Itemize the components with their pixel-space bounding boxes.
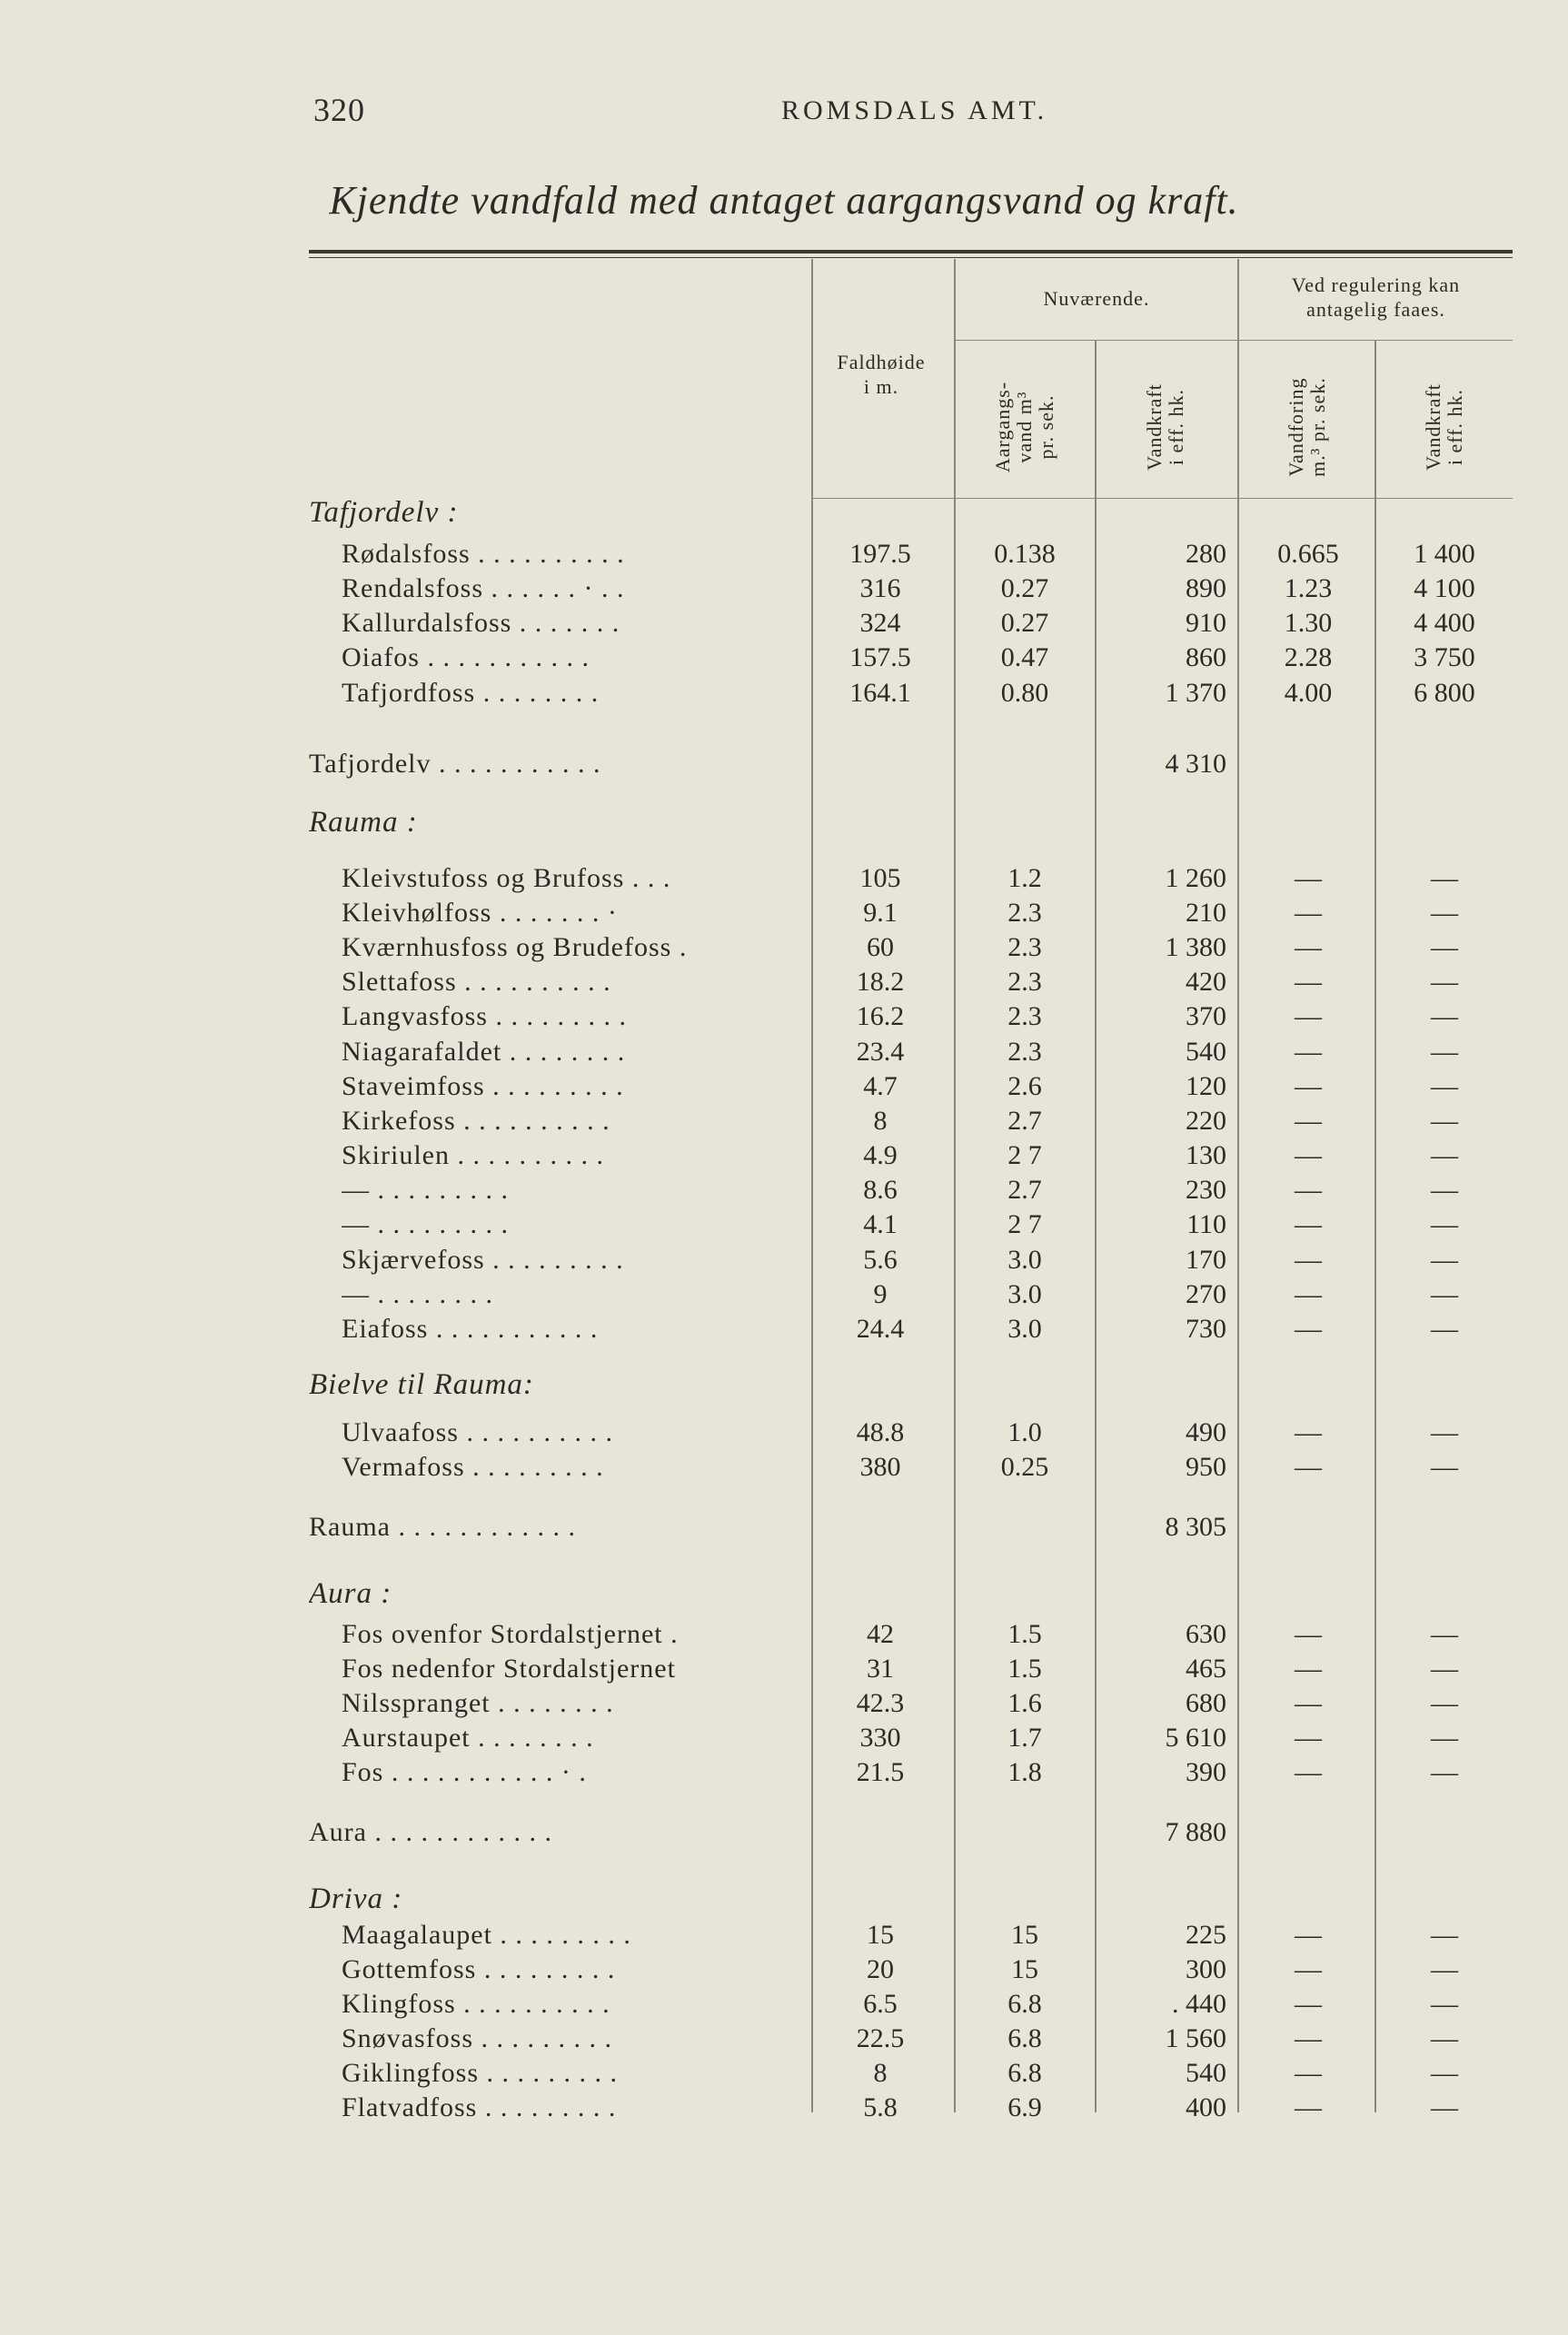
faldhoide-cell: 324 [859,608,901,638]
waterfall-name: Tafjordelv . . . . . . . . . . . [309,749,601,779]
vandkraft-regulert-cell: — [1431,1245,1458,1275]
vandkraft-cell: 890 [1186,573,1226,603]
page-number: 320 [313,92,365,128]
vandkraft-cell: 420 [1186,967,1226,997]
waterfall-name: Fos nedenfor Stordalstjernet [342,1654,676,1684]
vandkraft-regulert-cell: — [1431,1757,1458,1787]
vandforing-cell: — [1295,1989,1322,2019]
section-heading [0,1576,1568,1612]
waterfall-name: Kværnhusfoss og Brudefoss . [342,932,688,962]
table-row [0,675,1568,710]
waterfall-name: Kleivstufoss og Brufoss . . . [342,863,671,893]
aargangsvand-cell: 3.0 [1007,1314,1042,1344]
aargangsvand-cell: 2.7 [1007,1175,1042,1205]
header-rule-thin [309,257,1513,258]
aargangsvand-cell: 1.0 [1007,1417,1042,1447]
total-vandkraft-cell: 8 305 [1165,1512,1226,1542]
vandkraft-regulert-cell: — [1431,1452,1458,1482]
faldhoide-cell: 4.1 [863,1209,898,1239]
table-row [0,1651,1568,1686]
vandforing-cell: — [1295,1723,1322,1753]
vandkraft-cell: 400 [1186,2092,1226,2122]
vandkraft-regulert-cell: — [1431,967,1458,997]
aargangsvand-cell: 2 7 [1007,1140,1042,1170]
waterfall-name: Kleivhølfoss . . . . . . . · [342,898,618,928]
vandkraft-regulert-cell: — [1431,2023,1458,2053]
total-vandkraft-cell: 7 880 [1165,1817,1226,1847]
table-row [0,999,1568,1034]
vandkraft-regulert-cell: — [1431,1001,1458,1031]
vandkraft-regulert-cell: — [1431,1106,1458,1136]
table-row [0,860,1568,896]
vandkraft-regulert-cell: 1 400 [1414,539,1475,569]
vandkraft-cell: 730 [1186,1314,1226,1344]
vandkraft-cell: 950 [1186,1452,1226,1482]
faldhoide-cell: 8.6 [863,1175,898,1205]
faldhoide-cell: 8 [873,2058,888,2088]
table-row [0,1616,1568,1652]
vandforing-cell: — [1295,1245,1322,1275]
faldhoide-cell: 16.2 [856,1001,905,1031]
vandforing-cell: — [1295,1001,1322,1031]
faldhoide-cell: 23.4 [856,1037,905,1067]
table-row [0,1207,1568,1242]
table-row [0,1034,1568,1069]
vandkraft-regulert-cell: — [1431,2058,1458,2088]
vandforing-cell: — [1295,967,1322,997]
header-ved-regulering: Ved regulering kan antagelig faaes. [1291,273,1461,321]
vandkraft-cell: 220 [1186,1106,1226,1136]
vandforing-cell: 0.665 [1277,539,1339,569]
vandforing-cell: — [1295,1175,1322,1205]
total-row [0,1509,1568,1545]
faldhoide-cell: 31 [867,1654,894,1684]
waterfall-name: Skjærvefoss . . . . . . . . . [342,1245,624,1275]
faldhoide-cell: 18.2 [856,967,905,997]
faldhoide-cell: 9 [873,1279,888,1309]
table-row [0,1986,1568,2022]
section-heading [0,495,1568,531]
table-row [0,1917,1568,1952]
vandkraft-cell: 130 [1186,1140,1226,1170]
section-heading [0,1882,1568,1917]
vandkraft-regulert-cell: 6 800 [1414,678,1475,708]
vandkraft-cell: 120 [1186,1071,1226,1101]
vandkraft-cell: 225 [1186,1920,1226,1950]
header-vandforing: Vandforing m.³ pr. sek. [1285,377,1329,477]
faldhoide-cell: 330 [859,1723,901,1753]
vandforing-cell: — [1295,1209,1322,1239]
vandkraft-regulert-cell: 4 100 [1414,573,1475,603]
faldhoide-cell: 15 [867,1920,894,1950]
faldhoide-cell: 20 [867,1954,894,1984]
vandkraft-cell: 680 [1186,1688,1226,1718]
table-row [0,929,1568,965]
aargangsvand-cell: 6.8 [1007,2058,1042,2088]
vandforing-cell: 2.28 [1284,642,1333,672]
waterfall-name: Kirkefoss . . . . . . . . . . [342,1106,610,1136]
vandkraft-regulert-cell: — [1431,2092,1458,2122]
vandforing-cell: — [1295,1688,1322,1718]
table-row [0,1720,1568,1755]
waterfall-name: Bielve til Rauma: [309,1368,534,1401]
aargangsvand-cell: 6.8 [1007,1989,1042,2019]
aargangsvand-cell: 2.3 [1007,1001,1042,1031]
vandforing-cell: — [1295,1654,1322,1684]
vandkraft-cell: 280 [1186,539,1226,569]
faldhoide-cell: 157.5 [849,642,911,672]
vandkraft-cell: . 440 [1172,1989,1226,2019]
waterfall-name: Rødalsfoss . . . . . . . . . . [342,539,625,569]
aargangsvand-cell: 3.0 [1007,1245,1042,1275]
waterfall-name: Eiafoss . . . . . . . . . . . [342,1314,599,1344]
waterfall-name: Oiafos . . . . . . . . . . . [342,642,590,672]
header-vandkraft-regulert: Vandkraft i eff. hk. [1422,383,1466,471]
aargangsvand-cell: 0.47 [1000,642,1049,672]
table-row [0,2090,1568,2125]
aargangsvand-cell: 1.7 [1007,1723,1042,1753]
vandforing-cell: — [1295,1417,1322,1447]
vandforing-cell: — [1295,1071,1322,1101]
vandforing-cell: — [1295,1140,1322,1170]
vandforing-cell: — [1295,1106,1322,1136]
waterfall-name: Aurstaupet . . . . . . . . [342,1723,594,1753]
waterfall-name: Slettafoss . . . . . . . . . . [342,967,611,997]
vandkraft-cell: 210 [1186,898,1226,928]
vandkraft-cell: 1 560 [1165,2023,1226,2053]
vandkraft-regulert-cell: — [1431,1619,1458,1649]
vandkraft-cell: 390 [1186,1757,1226,1787]
waterfall-name: Tafjordelv : [309,496,459,529]
vandkraft-regulert-cell: — [1431,863,1458,893]
table-row [0,1172,1568,1207]
faldhoide-cell: 24.4 [856,1314,905,1344]
vandforing-cell: — [1295,1314,1322,1344]
aargangsvand-cell: 0.27 [1000,608,1049,638]
vandforing-cell: 1.23 [1284,573,1333,603]
vandkraft-regulert-cell: — [1431,1920,1458,1950]
waterfall-name: — . . . . . . . . [342,1279,493,1309]
aargangsvand-cell: 1.5 [1007,1619,1042,1649]
waterfall-name: Staveimfoss . . . . . . . . . [342,1071,624,1101]
header-nuvaerende: Nuværende. [1043,287,1150,310]
vandkraft-regulert-cell: — [1431,1723,1458,1753]
vandforing-cell: — [1295,1757,1322,1787]
waterfall-name: Niagarafaldet . . . . . . . . [342,1037,626,1067]
vandkraft-cell: 630 [1186,1619,1226,1649]
aargangsvand-cell: 6.8 [1007,2023,1042,2053]
waterfall-name: Aura : [309,1577,392,1610]
faldhoide-cell: 8 [873,1106,888,1136]
vandkraft-cell: 170 [1186,1245,1226,1275]
vandkraft-regulert-cell: — [1431,898,1458,928]
table-row [0,1138,1568,1173]
waterfall-name: Giklingfoss . . . . . . . . . [342,2058,619,2088]
vandkraft-cell: 1 370 [1165,678,1226,708]
vandkraft-cell: 540 [1186,2058,1226,2088]
faldhoide-cell: 22.5 [856,2023,905,2053]
table-row [0,1311,1568,1346]
faldhoide-cell: 21.5 [856,1757,905,1787]
vandkraft-cell: 1 380 [1165,932,1226,962]
vandkraft-regulert-cell: 3 750 [1414,642,1475,672]
total-row [0,1814,1568,1850]
vandforing-cell: — [1295,1619,1322,1649]
vandforing-cell: — [1295,932,1322,962]
waterfall-name: Fos ovenfor Stordalstjernet . [342,1619,679,1649]
vandkraft-cell: 110 [1186,1209,1226,1239]
vandforing-cell: — [1295,2092,1322,2122]
vandkraft-regulert-cell: — [1431,1688,1458,1718]
table-row [0,536,1568,571]
table-row [0,1103,1568,1138]
faldhoide-cell: 60 [867,932,894,962]
aargangsvand-cell: 2 7 [1007,1209,1042,1239]
faldhoide-cell: 5.8 [863,2092,898,2122]
total-row [0,746,1568,781]
faldhoide-cell: 197.5 [849,539,911,569]
vandkraft-regulert-cell: — [1431,1989,1458,2019]
aargangsvand-cell: 0.27 [1000,573,1049,603]
vandforing-cell: — [1295,1452,1322,1482]
vandkraft-cell: 910 [1186,608,1226,638]
vandkraft-regulert-cell: — [1431,1037,1458,1067]
aargangsvand-cell: 2.3 [1007,967,1042,997]
aargangsvand-cell: 1.8 [1007,1757,1042,1787]
waterfall-name: Rauma : [309,806,418,839]
waterfall-name: Tafjordfoss . . . . . . . . [342,678,600,708]
header-rule [309,250,1513,253]
table-row [0,1277,1568,1312]
faldhoide-cell: 42 [867,1619,894,1649]
waterfall-name: Klingfoss . . . . . . . . . . [342,1989,610,2019]
header-vandkraft: Vandkraft i eff. hk. [1143,383,1187,471]
faldhoide-cell: 4.7 [863,1071,898,1101]
vandforing-cell: — [1295,898,1322,928]
vandforing-cell: — [1295,1279,1322,1309]
vandkraft-regulert-cell: — [1431,1417,1458,1447]
aargangsvand-cell: 2.3 [1007,1037,1042,1067]
table-row [0,1242,1568,1277]
waterfall-name: Nilsspranget . . . . . . . . [342,1688,614,1718]
vandkraft-regulert-cell: — [1431,932,1458,962]
vandkraft-cell: 465 [1186,1654,1226,1684]
running-head: ROMSDALS AMT. [781,95,1048,125]
vandkraft-regulert-cell: — [1431,1175,1458,1205]
waterfall-name: Aura . . . . . . . . . . . . [309,1817,552,1847]
section-heading [0,1367,1568,1403]
waterfall-name: Vermafoss . . . . . . . . . [342,1452,604,1482]
table-row [0,1068,1568,1104]
vandforing-cell: — [1295,1954,1322,1984]
waterfall-name: — . . . . . . . . . [342,1209,509,1239]
table-row [0,964,1568,999]
waterfall-name: Rauma . . . . . . . . . . . . [309,1512,576,1542]
vandforing-cell: — [1295,1037,1322,1067]
waterfall-name: Flatvadfoss . . . . . . . . . [342,2092,617,2122]
vandkraft-regulert-cell: — [1431,1279,1458,1309]
vandforing-cell: — [1295,1920,1322,1950]
faldhoide-cell: 48.8 [856,1417,905,1447]
vandkraft-cell: 5 610 [1165,1723,1226,1753]
vandkraft-regulert-cell: — [1431,1140,1458,1170]
faldhoide-cell: 42.3 [856,1688,905,1718]
vandkraft-cell: 1 260 [1165,863,1226,893]
table-row [0,1754,1568,1790]
aargangsvand-cell: 0.80 [1000,678,1049,708]
aargangsvand-cell: 1.5 [1007,1654,1042,1684]
table-row [0,640,1568,675]
faldhoide-cell: 380 [859,1452,901,1482]
aargangsvand-cell: 0.25 [1000,1452,1049,1482]
vandkraft-cell: 490 [1186,1417,1226,1447]
waterfall-name: — . . . . . . . . . [342,1175,509,1205]
vandkraft-regulert-cell: — [1431,1071,1458,1101]
vandkraft-cell: 230 [1186,1175,1226,1205]
faldhoide-cell: 316 [859,573,901,603]
aargangsvand-cell: 2.6 [1007,1071,1042,1101]
header-faldhoide: Faldhøide i m. [837,351,926,398]
table-row [0,1685,1568,1721]
aargangsvand-cell: 1.6 [1007,1688,1042,1718]
waterfall-name: Ulvaafoss . . . . . . . . . . [342,1417,613,1447]
total-vandkraft-cell: 4 310 [1165,749,1226,779]
waterfall-name: Fos . . . . . . . . . . . · . [342,1757,587,1787]
vandforing-cell: 4.00 [1284,678,1333,708]
aargangsvand-cell: 3.0 [1007,1279,1042,1309]
table-row [0,1415,1568,1450]
table-row [0,1952,1568,1987]
table-row [0,571,1568,606]
vandkraft-regulert-cell: — [1431,1954,1458,1984]
aargangsvand-cell: 15 [1011,1954,1038,1984]
aargangsvand-cell: 2.7 [1007,1106,1042,1136]
page-title: Kjendte vandfald med antaget aargangsvand og kraft. [329,178,1239,223]
aargangsvand-cell: 6.9 [1007,2092,1042,2122]
vandkraft-cell: 540 [1186,1037,1226,1067]
table-row [0,895,1568,930]
vandkraft-cell: 860 [1186,642,1226,672]
vandkraft-regulert-cell: — [1431,1654,1458,1684]
table-row [0,2055,1568,2091]
table-row [0,2021,1568,2056]
vandkraft-regulert-cell: — [1431,1314,1458,1344]
table-row [0,605,1568,641]
faldhoide-cell: 164.1 [849,678,911,708]
faldhoide-cell: 9.1 [863,898,898,928]
header-aargangsvand: Aargangs- vand m³ pr. sek. [991,381,1057,473]
waterfall-name: Driva : [309,1883,403,1915]
waterfall-name: Skiriulen . . . . . . . . . . [342,1140,604,1170]
vandkraft-cell: 300 [1186,1954,1226,1984]
waterfall-name: Kallurdalsfoss . . . . . . . [342,608,620,638]
faldhoide-cell: 5.6 [863,1245,898,1275]
waterfall-name: Langvasfoss . . . . . . . . . [342,1001,627,1031]
vandkraft-regulert-cell: 4 400 [1414,608,1475,638]
table-row [0,1449,1568,1485]
vandforing-cell: — [1295,2023,1322,2053]
aargangsvand-cell: 0.138 [994,539,1056,569]
waterfall-name: Gottemfoss . . . . . . . . . [342,1954,616,1984]
vandforing-cell: — [1295,863,1322,893]
header-divider [954,340,1513,341]
vandforing-cell: 1.30 [1284,608,1333,638]
section-heading [0,805,1568,840]
aargangsvand-cell: 1.2 [1007,863,1042,893]
faldhoide-cell: 4.9 [863,1140,898,1170]
aargangsvand-cell: 2.3 [1007,898,1042,928]
vandkraft-cell: 370 [1186,1001,1226,1031]
aargangsvand-cell: 2.3 [1007,932,1042,962]
vandkraft-cell: 270 [1186,1279,1226,1309]
faldhoide-cell: 6.5 [863,1989,898,2019]
vandkraft-regulert-cell: — [1431,1209,1458,1239]
waterfall-name: Maagalaupet . . . . . . . . . [342,1920,631,1950]
waterfall-name: Rendalsfoss . . . . . . · . . [342,573,625,603]
aargangsvand-cell: 15 [1011,1920,1038,1950]
waterfall-name: Snøvasfoss . . . . . . . . . [342,2023,613,2053]
vandforing-cell: — [1295,2058,1322,2088]
faldhoide-cell: 105 [859,863,901,893]
